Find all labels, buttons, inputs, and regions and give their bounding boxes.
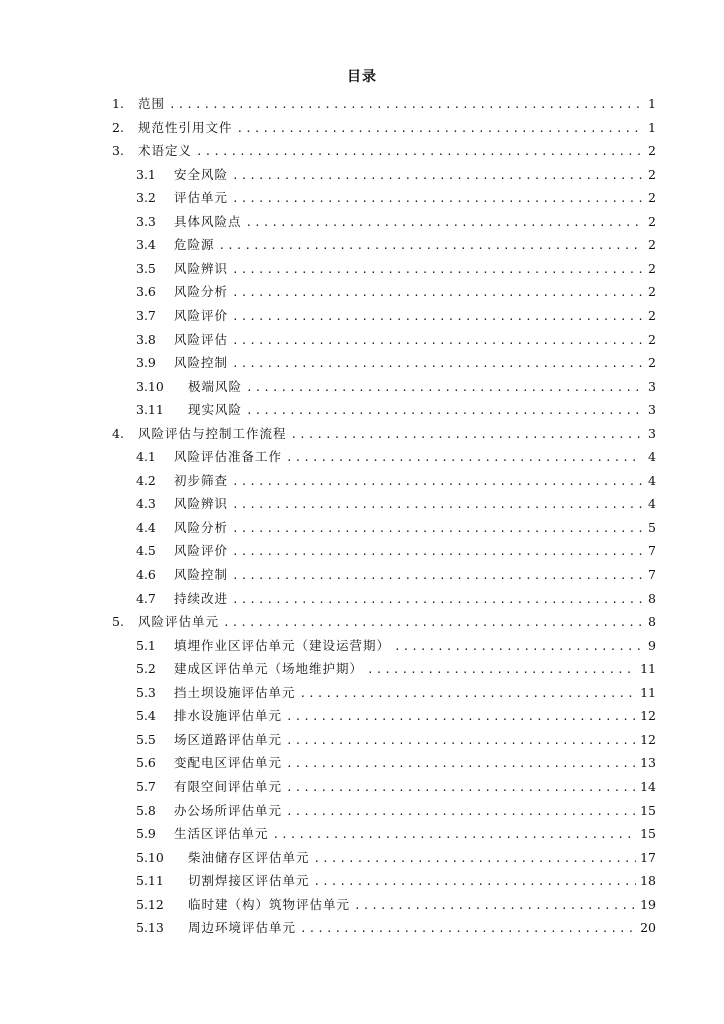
toc-entry-page: 4 (648, 472, 656, 488)
toc-entry-label: 术语定义 (138, 143, 193, 159)
toc-entry-label: 临时建（构）筑物评估单元 (188, 896, 351, 912)
toc-leader-dots (169, 93, 642, 117)
toc-entry-number: 3.1 (136, 166, 156, 182)
toc-leader-dots (286, 776, 636, 800)
toc-entry-number: 4.4 (136, 519, 156, 535)
toc-entry-label: 风险评估单元 (138, 614, 220, 630)
toc-entry-page: 2 (648, 307, 656, 323)
toc-entry-number: 3.10 (136, 378, 164, 394)
toc-entry-page: 1 (648, 119, 656, 135)
toc-entry[interactable] (136, 445, 656, 469)
toc-entry-number: 3.9 (136, 355, 156, 371)
toc-entry-number: 4.3 (136, 496, 156, 512)
toc-entry-number: 5.1 (136, 637, 156, 653)
toc-entry[interactable] (136, 634, 656, 658)
toc-entry-label: 风险评估 (174, 331, 229, 347)
toc-entry-page: 2 (648, 355, 656, 371)
toc-entry-page: 12 (640, 708, 656, 724)
toc-entry[interactable] (136, 822, 656, 846)
toc-leader-dots (300, 917, 636, 941)
toc-entry-number: 3.7 (136, 307, 156, 323)
toc-entry-page: 2 (648, 213, 656, 229)
toc-leader-dots (286, 446, 642, 470)
toc-entry-label: 切割焊接区评估单元 (188, 873, 310, 889)
toc-entry[interactable] (136, 681, 656, 705)
toc-leader-dots (300, 682, 637, 706)
toc-entry-label: 风险评估准备工作 (174, 449, 283, 465)
toc-leader-dots (273, 823, 637, 847)
toc-entry-number: 2. (112, 119, 124, 135)
toc-entry-number: 5.5 (136, 731, 156, 747)
toc-entry-label: 风险辨识 (174, 496, 229, 512)
toc-entry-page: 4 (648, 496, 656, 512)
toc-entry[interactable] (136, 210, 656, 234)
toc-entry-number: 3.4 (136, 237, 156, 253)
toc-entry-page: 12 (640, 731, 656, 747)
toc-leader-dots (219, 234, 642, 258)
toc-entry-label: 变配电区评估单元 (174, 755, 283, 771)
toc-entry[interactable] (136, 916, 656, 940)
toc-leader-dots (232, 588, 642, 612)
toc-entry-number: 5. (112, 614, 124, 630)
toc-entry-page: 18 (640, 873, 656, 889)
toc-entry[interactable] (136, 304, 656, 328)
toc-entry-number: 3.11 (136, 402, 164, 418)
toc-entry-page: 2 (648, 260, 656, 276)
toc-leader-dots (367, 658, 636, 682)
toc-entry[interactable] (136, 539, 656, 563)
toc-leader-dots (286, 705, 636, 729)
toc-leader-dots (232, 305, 642, 329)
toc-leader-dots (232, 564, 642, 588)
toc-leader-dots (237, 117, 642, 141)
toc-entry-label: 风险分析 (174, 519, 229, 535)
toc-entry[interactable] (136, 233, 656, 257)
toc-entry-number: 5.6 (136, 755, 156, 771)
toc-entry-number: 5.12 (136, 896, 164, 912)
toc-entry-label: 风险分析 (174, 284, 229, 300)
toc-entry[interactable] (112, 116, 656, 140)
toc-entry-page: 15 (640, 802, 656, 818)
toc-entry-number: 4.2 (136, 472, 156, 488)
toc-entry-page: 7 (648, 543, 656, 559)
toc-entry-number: 4.5 (136, 543, 156, 559)
toc-entry-number: 5.9 (136, 826, 156, 842)
toc-entry-page: 2 (648, 237, 656, 253)
toc-entry-page: 14 (640, 778, 656, 794)
toc-leader-dots (232, 258, 642, 282)
toc-entry-page: 9 (648, 637, 656, 653)
toc-entry-page: 8 (648, 614, 656, 630)
toc-entry-number: 5.3 (136, 684, 156, 700)
toc-leader-dots (246, 399, 642, 423)
toc-entry-label: 风险控制 (174, 355, 229, 371)
toc-entry-label: 具体风险点 (174, 213, 242, 229)
toc-entry[interactable] (112, 422, 656, 446)
toc-entry[interactable] (136, 869, 656, 893)
toc-entry[interactable] (136, 257, 656, 281)
toc-leader-dots (314, 847, 637, 871)
toc-entry-page: 2 (648, 190, 656, 206)
toc-entry-number: 4.6 (136, 567, 156, 582)
toc-leader-dots (394, 635, 642, 659)
toc-entry-number: 1. (112, 96, 124, 111)
toc-entry-number: 3. (112, 143, 124, 159)
toc-leader-dots (232, 517, 642, 541)
toc-entry-label: 风险评估与控制工作流程 (138, 425, 287, 441)
toc-title: 目录 (347, 69, 377, 85)
toc-entry-page: 20 (640, 920, 656, 936)
toc-entry-label: 办公场所评估单元 (174, 802, 283, 818)
toc-leader-dots (286, 800, 636, 824)
toc-entry-number: 3.5 (136, 260, 156, 276)
toc-entry-page: 2 (648, 331, 656, 347)
toc-entry-page: 11 (640, 684, 656, 700)
toc-entry-page: 5 (648, 519, 656, 535)
toc-entry[interactable] (136, 846, 656, 870)
toc-entry-number: 5.2 (136, 661, 156, 677)
toc-entry-page: 1 (648, 96, 656, 111)
toc-entry-label: 生活区评估单元 (174, 826, 269, 842)
toc-entry-page: 13 (640, 755, 656, 771)
toc-entry-page: 7 (648, 567, 656, 582)
toc-leader-dots (232, 352, 642, 376)
toc-entry-label: 填埋作业区评估单元（建设运营期） (174, 637, 391, 653)
toc-entry-label: 风险控制 (174, 567, 229, 582)
toc-entry-number: 5.11 (136, 873, 164, 889)
toc-entry-page: 17 (640, 849, 656, 865)
toc-entry-number: 5.10 (136, 849, 164, 865)
toc-entry-page: 15 (640, 826, 656, 842)
toc-entry[interactable] (136, 516, 656, 540)
toc-entry-label: 风险评价 (174, 543, 229, 559)
toc-leader-dots (246, 376, 642, 400)
toc-entry-label: 初步筛查 (174, 472, 229, 488)
toc-entry[interactable] (112, 139, 656, 163)
toc-entry-number: 3.3 (136, 213, 156, 229)
toc-entry-number: 4.7 (136, 590, 156, 606)
toc-entry[interactable] (112, 610, 656, 634)
toc-entry-number: 4. (112, 425, 124, 441)
toc-entry[interactable] (136, 893, 656, 917)
toc-entry[interactable] (136, 469, 656, 493)
toc-entry-page: 2 (648, 143, 656, 159)
toc-entry[interactable] (136, 163, 656, 187)
toc-entry[interactable] (136, 398, 656, 422)
toc-entry-label: 安全风险 (174, 166, 229, 182)
toc-entry-page: 3 (648, 425, 656, 441)
toc-entry-page: 2 (648, 166, 656, 182)
toc-leader-dots (232, 493, 642, 517)
toc-entry[interactable] (136, 186, 656, 210)
toc-entry-number: 5.4 (136, 708, 156, 724)
toc-leader-dots (223, 611, 642, 635)
toc-entry[interactable] (136, 375, 656, 399)
toc-entry-label: 场区道路评估单元 (174, 731, 283, 747)
toc-entry[interactable] (136, 704, 656, 728)
toc-entry-number: 5.8 (136, 802, 156, 818)
toc-entry[interactable] (136, 492, 656, 516)
toc-leader-dots (232, 164, 642, 188)
toc-entry-label: 危险源 (174, 237, 215, 253)
toc-entry-number: 3.8 (136, 331, 156, 347)
toc-entry[interactable] (136, 328, 656, 352)
toc-leader-dots (286, 752, 636, 776)
toc-entry-number: 5.13 (136, 920, 164, 936)
toc-entry-number: 4.1 (136, 449, 156, 465)
toc-entry[interactable] (136, 751, 656, 775)
toc-entry[interactable] (136, 799, 656, 823)
toc-entry-label: 建成区评估单元（场地维护期） (174, 661, 364, 677)
toc-entry-label: 极端风险 (188, 378, 243, 394)
toc-entry-number: 3.6 (136, 284, 156, 300)
toc-leader-dots (232, 281, 642, 305)
toc-entry-label: 现实风险 (188, 402, 243, 418)
toc-leader-dots (291, 423, 642, 447)
toc-leader-dots (232, 540, 642, 564)
toc-leader-dots (246, 211, 642, 235)
toc-entry-label: 风险评价 (174, 307, 229, 323)
toc-entry-label: 范围 (138, 96, 166, 111)
toc-entry-label: 周边环境评估单元 (188, 920, 297, 936)
toc-entry[interactable] (136, 587, 656, 611)
toc-entry-label: 规范性引用文件 (138, 119, 233, 135)
toc-entry[interactable] (136, 775, 656, 799)
toc-leader-dots (232, 329, 642, 353)
toc-entry-label: 风险辨识 (174, 260, 229, 276)
toc-entry-page: 19 (640, 896, 656, 912)
toc-entry[interactable] (112, 92, 656, 116)
toc-leader-dots (232, 187, 642, 211)
toc-entry-label: 有限空间评估单元 (174, 778, 283, 794)
toc-entry-label: 评估单元 (174, 190, 229, 206)
toc-leader-dots (286, 729, 636, 753)
toc-leader-dots (314, 870, 637, 894)
toc-entry-label: 挡土坝设施评估单元 (174, 684, 296, 700)
toc-entry[interactable] (136, 351, 656, 375)
toc-entry[interactable] (136, 280, 656, 304)
toc-leader-dots (354, 894, 636, 918)
toc-entry-page: 3 (648, 378, 656, 394)
toc-leader-dots (232, 470, 642, 494)
toc-entry-page: 8 (648, 590, 656, 606)
toc-entry-label: 柴油储存区评估单元 (188, 849, 310, 865)
toc-entry-number: 3.2 (136, 190, 156, 206)
toc-entry-label: 排水设施评估单元 (174, 708, 283, 724)
toc-entry[interactable] (136, 728, 656, 752)
toc-entry-label: 持续改进 (174, 590, 229, 606)
toc-entry-page: 11 (640, 661, 656, 677)
toc-entry[interactable] (136, 657, 656, 681)
toc-entry-page: 3 (648, 402, 656, 418)
toc-entry-page: 4 (648, 449, 656, 465)
toc-entry-number: 5.7 (136, 778, 156, 794)
toc-entry-page: 2 (648, 284, 656, 300)
toc-leader-dots (196, 140, 642, 164)
toc-entry[interactable] (136, 563, 656, 587)
